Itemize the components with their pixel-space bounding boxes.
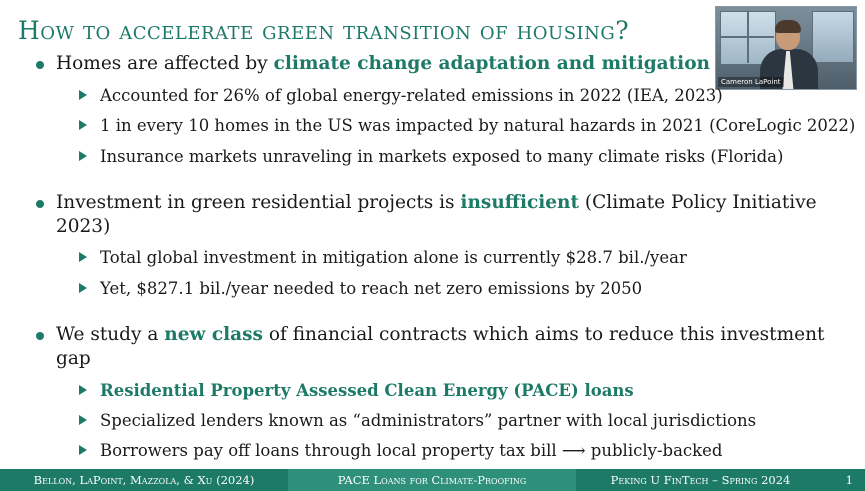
person-hair: [775, 20, 801, 33]
spacer: [0, 303, 865, 323]
bullet-text-highlight: insufficient: [460, 191, 580, 213]
bullet-text-suffix: (Climate Policy Initiative 2023): [56, 191, 817, 237]
bullet-text-prefix: Homes are affected by: [56, 53, 274, 74]
slide-footer: [0, 469, 865, 491]
window-mullion-horizontal: [720, 36, 774, 38]
sub-bullet: [0, 115, 865, 136]
triangle-bullet-icon: [79, 151, 87, 161]
spacer: [0, 171, 865, 191]
triangle-bullet-icon: [79, 385, 87, 395]
sub-bullet: [0, 440, 865, 461]
sub-bullet-label: Residential Property Assessed Clean Energy (PACE) loans: [100, 380, 634, 400]
bullet-level1: [0, 52, 865, 76]
bullet-dot-icon: [36, 61, 44, 69]
webcam-name-label: Cameron LaPoint: [718, 77, 784, 87]
footer-venue: Peking U FinTech – Spring 2024: [576, 469, 825, 491]
sub-bullet: [0, 146, 865, 167]
sub-bullet-label: Yet, $827.1 bil./year needed to reach net zero emissions by 2050: [100, 278, 643, 298]
bullet-block-1: [0, 52, 865, 167]
bullet-dot-icon: [36, 332, 44, 340]
sub-bullet-label: Borrowers pay off loans through local property tax bill ⟶ publicly-backed: [100, 441, 723, 461]
triangle-bullet-icon: [79, 415, 87, 425]
sub-bullet: [0, 278, 865, 299]
sub-bullet-label: Accounted for 26% of global energy-related emissions in 2022 (IEA, 2023): [100, 85, 723, 105]
footer-authors: Bellon, LaPoint, Mazzola, & Xu (2024): [0, 469, 288, 491]
triangle-bullet-icon: [79, 90, 87, 100]
bullet-text-prefix: Investment in green residential projects is: [56, 191, 461, 213]
sub-bullet-label: Specialized lenders known as “administrators” partner with local jurisdictions: [100, 410, 757, 430]
bullet-text-suffix: of financial contracts which aims to reduce this investment gap: [56, 324, 825, 369]
bullet-text-highlight: new class: [164, 324, 263, 346]
bullet-level1: [0, 191, 865, 238]
sub-bullet-label: Insurance markets unraveling in markets exposed to many climate risks (Florida): [100, 146, 784, 166]
bullet-level1: [0, 323, 865, 370]
sub-bullet: [0, 85, 865, 106]
bullet-dot-icon: [36, 200, 44, 208]
page-title: How to accelerate green transition of housing?: [18, 16, 630, 45]
sub-bullet-label: Total global investment in mitigation alone is currently $28.7 bil./year: [100, 248, 687, 268]
triangle-bullet-icon: [79, 445, 87, 455]
sub-bullet-highlighted: [0, 380, 865, 401]
bullet-block-3: [0, 323, 865, 462]
bullet-text-prefix: We study a: [56, 324, 165, 346]
slide-body: [0, 52, 865, 466]
footer-page-number: 1: [825, 469, 865, 491]
sub-bullet-label: 1 in every 10 homes in the US was impacted by natural hazards in 2021 (CoreLogic 2022): [100, 116, 856, 136]
footer-paper-title: PACE Loans for Climate-Proofing: [288, 469, 576, 491]
sub-bullet: [0, 247, 865, 268]
triangle-bullet-icon: [79, 283, 87, 293]
triangle-bullet-icon: [79, 252, 87, 262]
bullet-block-2: [0, 191, 865, 299]
bullet-text-highlight: climate change adaptation and mitigation: [273, 53, 711, 74]
sub-bullet: [0, 410, 865, 431]
triangle-bullet-icon: [79, 120, 87, 130]
